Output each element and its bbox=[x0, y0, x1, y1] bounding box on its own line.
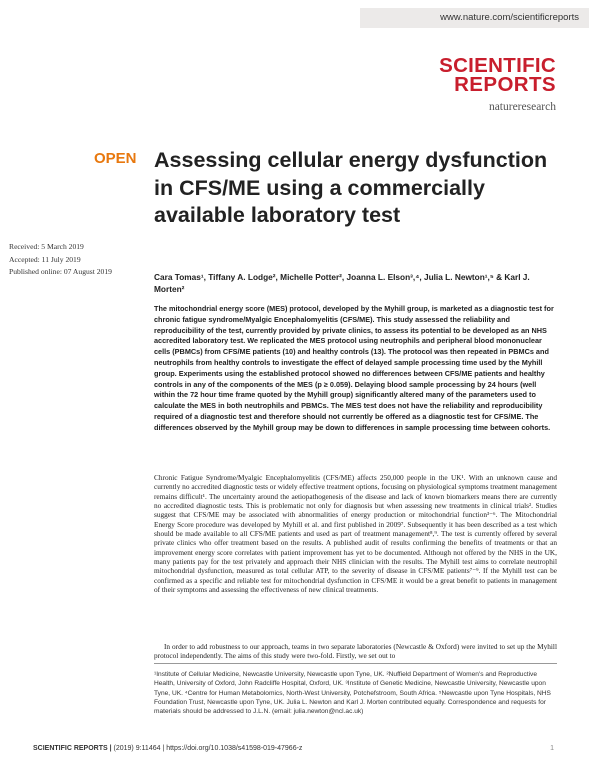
body-paragraph-2: In order to add robustness to our approach, teams in two separate laboratories (Newcastle & Oxford) were invited to set up the Myhill protocol independently. The aims of this study were two-fold. Firstly, we set out to bbox=[154, 642, 557, 661]
footnote-divider bbox=[154, 663, 557, 664]
accepted-date: Accepted: 11 July 2019 bbox=[9, 254, 81, 264]
article-dates bbox=[9, 241, 112, 279]
logo-natureresearch: natureresearch bbox=[488, 101, 556, 113]
body-paragraph-1: Chronic Fatigue Syndrome/Myalgic Encephalomyelitis (CFS/ME) affects 250,000 people in the UK¹. With an unknown cause and currently no accredited diagnostic tests or widely effective treatment options, focusing on physiological symptoms treatment management remains difficult¹. The uncertainty around the aetiopathogenesis of the disease and lack of known biomarkers means there are currently no accredited diagnostic tests. This is problematic not only for diagnosis but when assessing new treatments in clinical trials². Studies suggest that CFS/ME may be associated with abnormalities of energy production or mitochondrial function³⁻⁶. The Mitochondrial Energy Score procedure was developed by Myhill et al. and first published in 2009⁷. Subsequently it has been described as a test which should be made available to all CFS/ME patients and used as part of treatment management⁸,⁹. The test is currently offered by several private clinics who offer treatment based on the results. A published audit of results confirming the benefits of treatments or that an improvement energy score correlates with patient improvement has yet to be documented. Although not offered by the NHS in the UK, many patients pay for the test privately and approach their NHS clinician with the results. The Myhill test aims to correlate neutrophil mitochondrial dysfunction, measured as total cellular ATP, to the severity of disease in CFS/ME patients⁷⁻⁹. If the Myhill test can be confirmed as a specific and reliable test for mitochondrial dysfunction in CFS/ME it would be a great benefit to patients in management of their symptoms and assessing the effectiveness of new clinical treatments. bbox=[154, 473, 557, 595]
url-bar bbox=[360, 8, 589, 28]
journal-logo bbox=[439, 56, 556, 113]
logo-scientific: SCIENTIFIC bbox=[439, 54, 556, 77]
author-list: Cara Tomas¹, Tiffany A. Lodge², Michelle Potter², Joanna L. Elson³,⁴, Julia L. Newton¹,⁵ & Karl J. Morten² bbox=[154, 272, 530, 294]
page-number: 1 bbox=[550, 745, 554, 752]
open-access-label: OPEN bbox=[94, 150, 137, 167]
affiliations-footnote: ¹Institute of Cellular Medicine, Newcastle University, Newcastle upon Tyne, UK. ²Nuffield Department of Women's and Reproductive Health, University of Oxford, John Radcliffe Hospital, Oxford, UK. ³Institute of Genetic Medicine, Newcastle University, Newcastle upon Tyne, UK. ⁴Centre for Human Metabolomics, North-West University, Potchefstroom, South Africa. ⁵Newcastle upon Tyne Hospitals, NHS Foundation Trust, Newcastle upon Tyne, UK. Julia L. Newton and Karl J. Morten contributed equally. Correspondence and requests for materials should be addressed to J.L.N. (email: julia.newton@ncl.ac.uk) bbox=[154, 671, 551, 716]
received-date: Received: 5 March 2019 bbox=[9, 242, 84, 251]
footer-journal-name: SCIENTIFIC REPORTS | bbox=[33, 745, 112, 752]
footer-citation[interactable]: (2019) 9:11464 | https://doi.org/10.1038/s41598-019-47966-z bbox=[113, 745, 303, 752]
page-footer bbox=[33, 745, 302, 752]
abstract: The mitochondrial energy score (MES) protocol, developed by the Myhill group, is marketed as a diagnostic test for chronic fatigue syndrome/Myalgic Encephalomyelitis (CFS/ME). This study assessed the reliability and reproducibility of the test, currently provided by private clinics, to assess its potential to be developed as an NHS accredited laboratory test. We replicated the MES protocol using neutrophils and peripheral blood mononuclear cells (PBMCs) from CFS/ME patients (10) and healthy controls (13). The protocol was then repeated in PBMCs and neutrophils from healthy controls to investigate the effect of delayed sample processing time used by the Myhill group. Experiments using the established protocol showed no differences between CFS/ME patients and healthy controls in any of the components of the MES (p ≥ 0.059). Delaying blood sample processing by 24 hours (well within the 72 hour time frame quoted by the Myhill group) significantly altered many of the parameters used to calculate the MES in both neutrophils and PBMCs. The MES test does not have the reliability and reproducibility required of a diagnostic test and therefore should not currently be offered as a diagnostic test for CFS/ME. The differences observed by the Myhill group may be down to differences in sample processing time between cohorts. bbox=[154, 304, 554, 432]
logo-reports: REPORTS bbox=[454, 73, 556, 96]
article-title: Assessing cellular energy dysfunction in CFS/ME using a commercially available laboratory test bbox=[154, 148, 548, 227]
published-date: Published online: 07 August 2019 bbox=[9, 267, 112, 276]
journal-url[interactable]: www.nature.com/scientificreports bbox=[440, 12, 579, 23]
